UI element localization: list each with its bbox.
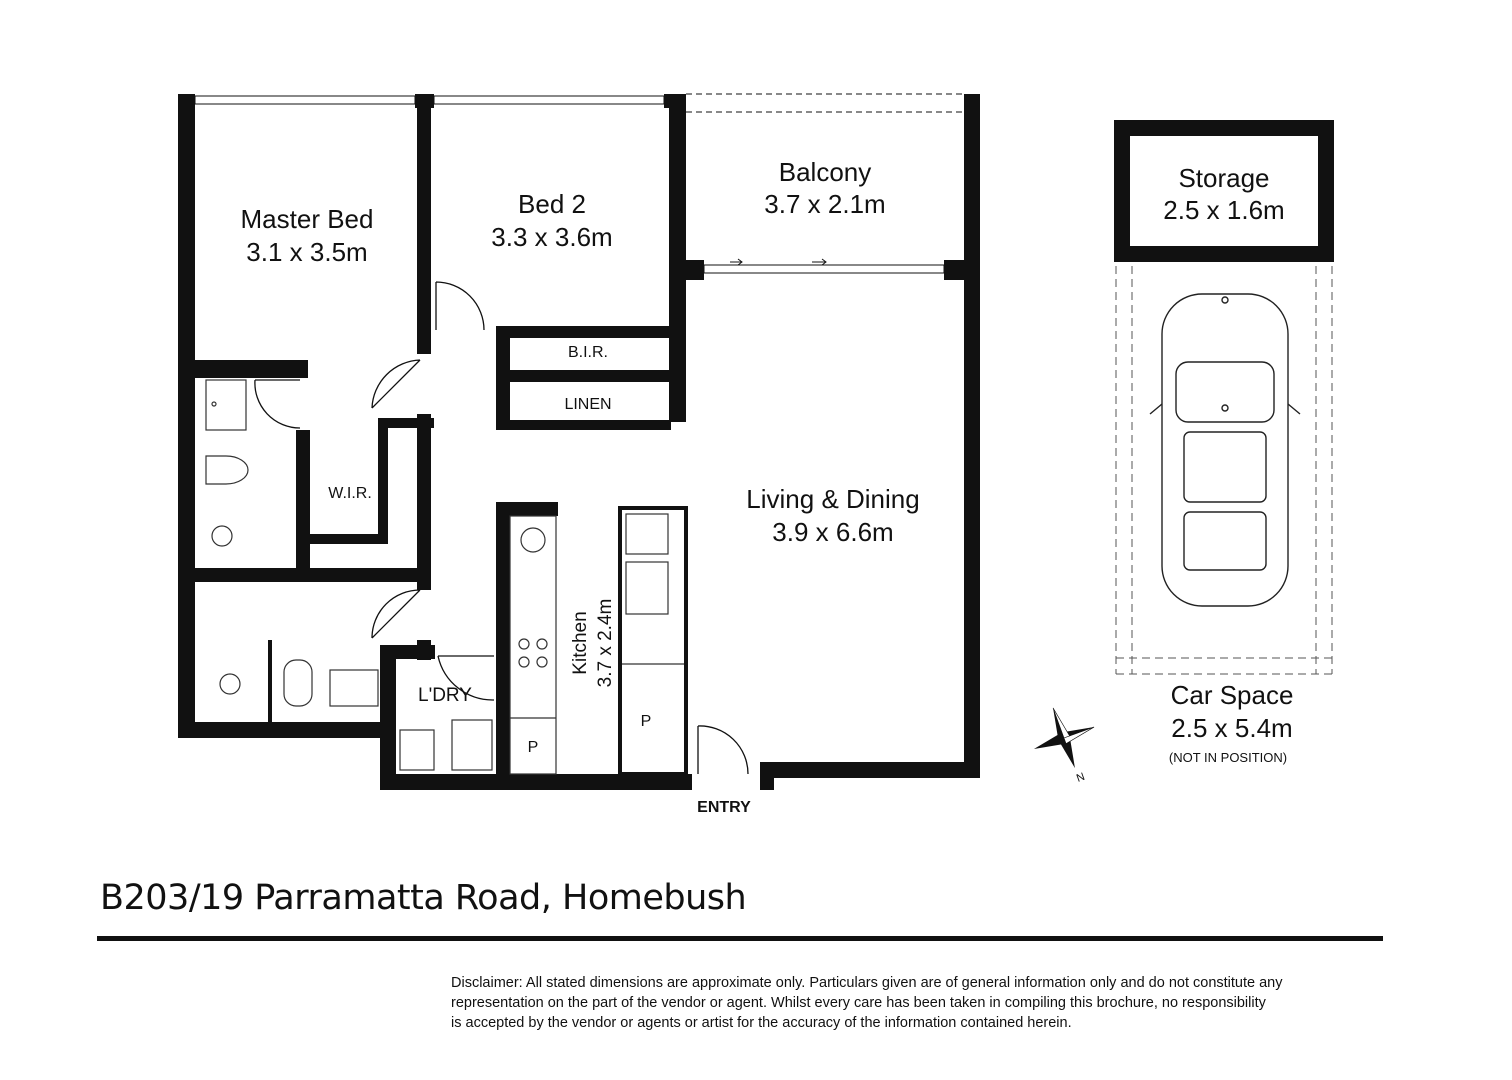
washer-icon xyxy=(452,720,492,770)
wall-master-bed2 xyxy=(417,94,431,354)
bed2-size: 3.3 x 3.6m xyxy=(491,222,613,252)
balcony-size: 3.7 x 2.1m xyxy=(764,189,886,219)
bath-shower-icon xyxy=(220,674,240,694)
wall-kitchen-w xyxy=(496,502,510,652)
wall-closet-bot xyxy=(496,420,671,430)
ensuite-tap-icon xyxy=(212,402,216,406)
burner-icon-4 xyxy=(537,657,547,667)
balcony-name: Balcony xyxy=(778,157,872,187)
wall-balcony-base-r xyxy=(944,260,966,280)
master-bed-name: Master Bed xyxy=(240,204,374,234)
living-size: 3.9 x 6.6m xyxy=(772,517,894,547)
wall-wir-bot xyxy=(310,534,388,544)
wall-closet-mid xyxy=(496,370,671,382)
burner-icon-1 xyxy=(519,639,529,649)
balcony-slider xyxy=(704,265,944,273)
wall-hall-w-1 xyxy=(417,414,431,590)
window-bed2 xyxy=(434,96,664,104)
wall-closet-top xyxy=(496,326,671,338)
door-ensuite xyxy=(255,380,300,428)
linen-label: LINEN xyxy=(564,396,612,413)
master-bed-size: 3.1 x 3.5m xyxy=(246,237,368,267)
compass-north-label: N xyxy=(1074,770,1087,785)
disclaimer-line-3: is accepted by the vendor or agents or artist for the accuracy of the information contained herein. xyxy=(451,1015,1072,1031)
storage-name: Storage xyxy=(1178,163,1270,193)
storage-size: 2.5 x 1.6m xyxy=(1163,195,1285,225)
exhaust-fan-icon xyxy=(521,528,545,552)
dishwasher-icon xyxy=(626,514,668,554)
slider-arrow-2 xyxy=(812,259,826,265)
door-entry xyxy=(698,726,748,774)
wir-label: W.I.R. xyxy=(328,485,372,502)
bed2-name: Bed 2 xyxy=(518,189,586,219)
ensuite-shower-icon xyxy=(212,526,232,546)
wall-laundry-top xyxy=(380,645,435,659)
wall-bed2-east xyxy=(669,94,686,274)
kitchen-size: 3.7 x 2.4m xyxy=(595,598,616,688)
slider-arrow-1 xyxy=(730,259,742,265)
car-space-size: 2.5 x 5.4m xyxy=(1171,713,1293,743)
living-name: Living & Dining xyxy=(746,484,920,514)
wall-south-left xyxy=(178,722,382,738)
wall-island-shell xyxy=(620,508,686,774)
disclaimer-line-2: representation on the part of the vendor or agent. Whilst every care has been taken in compiling this brochure, no responsibility xyxy=(451,995,1266,1011)
wall-laundry-e xyxy=(496,640,510,780)
window-master xyxy=(195,96,415,104)
wall-bath-divider xyxy=(178,568,431,582)
wall-east xyxy=(964,94,980,778)
wall-south-right xyxy=(760,762,980,778)
door-bathroom xyxy=(372,590,420,638)
wall-balcony-base xyxy=(684,260,704,280)
property-address: B203/19 Parramatta Road, Homebush xyxy=(100,878,747,918)
burner-icon-2 xyxy=(537,639,547,649)
car-space-note: (NOT IN POSITION) xyxy=(1168,750,1288,765)
ensuite-toilet-icon xyxy=(206,456,248,484)
car-space xyxy=(1116,266,1332,674)
wall-west xyxy=(178,94,195,738)
wall-bed2-closet-e xyxy=(669,270,686,422)
wall-south-bottom xyxy=(380,774,692,790)
pantry-label-1: P xyxy=(527,739,539,756)
wall-wir-w xyxy=(378,418,388,540)
wall-bath-shower xyxy=(268,640,272,726)
wall-ensuite-e xyxy=(296,430,310,570)
bath-vanity-icon xyxy=(330,670,378,706)
wall-south-laundry xyxy=(380,645,396,790)
bath-toilet-icon xyxy=(284,660,312,706)
laundry-label: L'DRY xyxy=(418,685,472,706)
kitchen-name: Kitchen xyxy=(570,611,591,675)
disclaimer xyxy=(451,973,1371,1033)
bir-label: B.I.R. xyxy=(567,344,609,361)
car-space-name: Car Space xyxy=(1170,680,1294,710)
divider-rule xyxy=(97,936,1383,941)
laundry-sink-icon xyxy=(400,730,434,770)
compass-icon xyxy=(1023,697,1105,779)
car-icon xyxy=(1150,294,1300,606)
wall-closet-w xyxy=(496,326,510,430)
disclaimer-line-1: Disclaimer: All stated dimensions are approximate only. Particulars given are of general information only and do not constitute any xyxy=(451,975,1283,991)
burner-icon-3 xyxy=(519,657,529,667)
cooktop-area xyxy=(510,516,556,774)
pantry-label-2: P xyxy=(640,713,652,730)
door-bed2 xyxy=(436,282,484,330)
kitchen-sink-icon xyxy=(626,562,668,614)
door-master xyxy=(372,360,420,408)
wall-ensuite-top xyxy=(178,360,308,378)
wall-entry-jamb xyxy=(760,762,774,790)
entry-label: ENTRY xyxy=(697,799,751,816)
